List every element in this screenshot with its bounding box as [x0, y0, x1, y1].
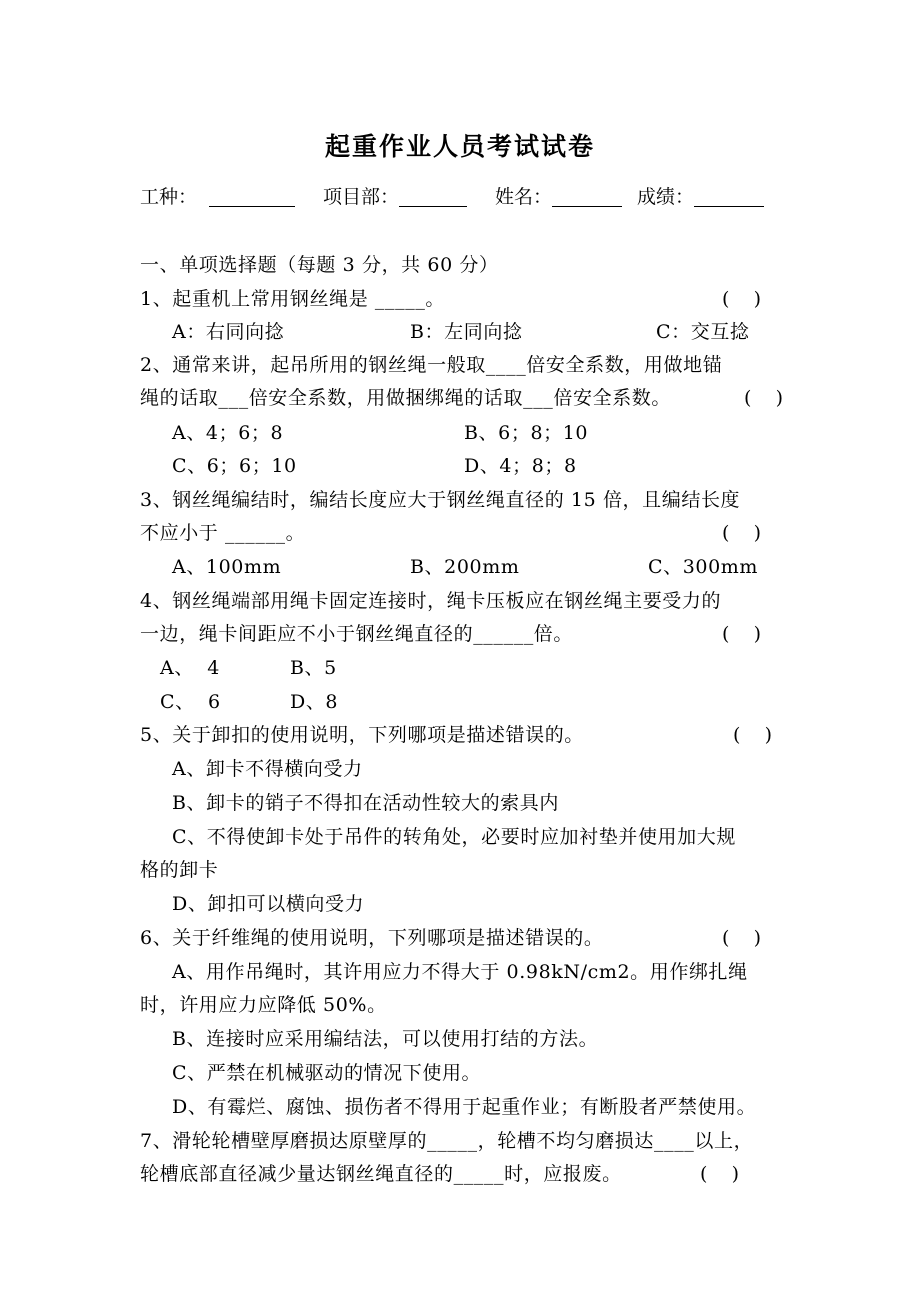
question-4-text-line1: 4、钢丝绳端部用绳卡固定连接时，绳卡压板应在钢丝绳主要受力的 — [140, 590, 722, 612]
question-4-text-line2: 一边，绳卡间距应不小于钢丝绳直径的______倍。 — [140, 623, 574, 645]
job-type-field[interactable] — [140, 184, 295, 210]
question-6-option-d: D、有霉烂、腐蚀、损伤者不得用于起重作业；有断股者严禁使用。 — [172, 1096, 757, 1118]
job-type-label: 工种： — [140, 186, 198, 208]
question-5-option-a: A、卸卡不得横向受力 — [172, 758, 363, 780]
question-1-option-a: A：右同向捻 — [172, 321, 285, 343]
question-5-answer-box[interactable]: ( ) — [733, 724, 772, 746]
project-dept-label: 项目部： — [323, 186, 400, 208]
question-6-option-c: C、严禁在机械驱动的情况下使用。 — [172, 1062, 482, 1084]
question-2-text-line1: 2、通常来讲，起吊所用的钢丝绳一般取____倍安全系数，用做地锚 — [140, 354, 723, 376]
question-3-text-line1: 3、钢丝绳编结时，编结长度应大于钢丝绳直径的 15 倍，且编结长度 — [140, 489, 741, 511]
question-6-option-a-line2: 时，许用应力应降低 50%。 — [140, 994, 387, 1016]
question-4-option-c: C、 6 — [160, 691, 221, 713]
question-6-answer-box[interactable]: ( ) — [722, 927, 761, 949]
question-2-text-line2: 绳的话取___倍安全系数，用做捆绑绳的话取___倍安全系数。 — [140, 387, 672, 409]
project-dept-field[interactable] — [323, 184, 467, 210]
question-2-option-a: A、4；6；8 — [172, 422, 284, 444]
question-4-option-d: D、8 — [290, 691, 339, 713]
question-2-answer-box[interactable]: ( ) — [744, 387, 783, 409]
question-5-option-d: D、卸扣可以横向受力 — [172, 893, 365, 915]
project-dept-blank[interactable] — [399, 186, 467, 207]
question-2-option-b: B、6；8；10 — [464, 422, 589, 444]
question-3-answer-box[interactable]: ( ) — [722, 522, 761, 544]
question-7-text-line1: 7、滑轮轮槽壁厚磨损达原壁厚的_____，轮槽不均匀磨损达____以上， — [140, 1130, 754, 1152]
name-label: 姓名： — [495, 186, 553, 208]
name-field[interactable] — [495, 184, 622, 210]
score-label: 成绩： — [637, 186, 695, 208]
question-4-answer-box[interactable]: ( ) — [722, 623, 761, 645]
question-3-option-b: B、200mm — [410, 556, 520, 578]
question-2-option-d: D、4；8；8 — [464, 455, 577, 477]
question-4-option-b: B、5 — [290, 657, 337, 679]
score-field[interactable] — [637, 184, 764, 210]
question-1-text: 1、起重机上常用钢丝绳是 _____。 — [140, 288, 446, 310]
question-5-option-b: B、卸卡的销子不得扣在活动性较大的索具内 — [172, 792, 559, 814]
question-2-option-c: C、6；6；10 — [172, 455, 297, 477]
page-title: 起重作业人员考试试卷 — [324, 132, 595, 161]
question-6-text: 6、关于纤维绳的使用说明，下列哪项是描述错误的。 — [140, 927, 604, 949]
score-blank[interactable] — [694, 186, 764, 207]
question-5-option-c-line2: 格的卸卡 — [140, 859, 219, 881]
question-6-option-b: B、连接时应采用编结法，可以使用打结的方法。 — [172, 1028, 599, 1050]
job-type-blank[interactable] — [209, 186, 295, 207]
question-1-option-c: C：交互捻 — [656, 321, 750, 343]
question-7-text-line2: 轮槽底部直径减少量达钢丝绳直径的_____时，应报废。 — [140, 1163, 622, 1185]
question-3-option-a: A、100mm — [172, 556, 282, 578]
question-3-text-line2: 不应小于 ______。 — [140, 522, 306, 544]
section-heading: 一、单项选择题（每题 3 分，共 60 分） — [140, 254, 499, 276]
question-5-option-c-line1: C、不得使卸卡处于吊件的转角处，必要时应加衬垫并使用加大规 — [172, 826, 736, 848]
question-3-option-c: C、300mm — [648, 556, 759, 578]
question-7-answer-box[interactable]: ( ) — [700, 1163, 739, 1185]
question-5-text: 5、关于卸扣的使用说明，下列哪项是描述错误的。 — [140, 724, 584, 746]
question-4-option-a: A、 4 — [160, 657, 220, 679]
question-1-answer-box[interactable]: ( ) — [722, 288, 761, 310]
question-6-option-a-line1: A、用作吊绳时，其许用应力不得大于 0.98kN/cm2。用作绑扎绳 — [172, 961, 748, 983]
question-1-option-b: B：左同向捻 — [410, 321, 523, 343]
name-blank[interactable] — [552, 186, 622, 207]
